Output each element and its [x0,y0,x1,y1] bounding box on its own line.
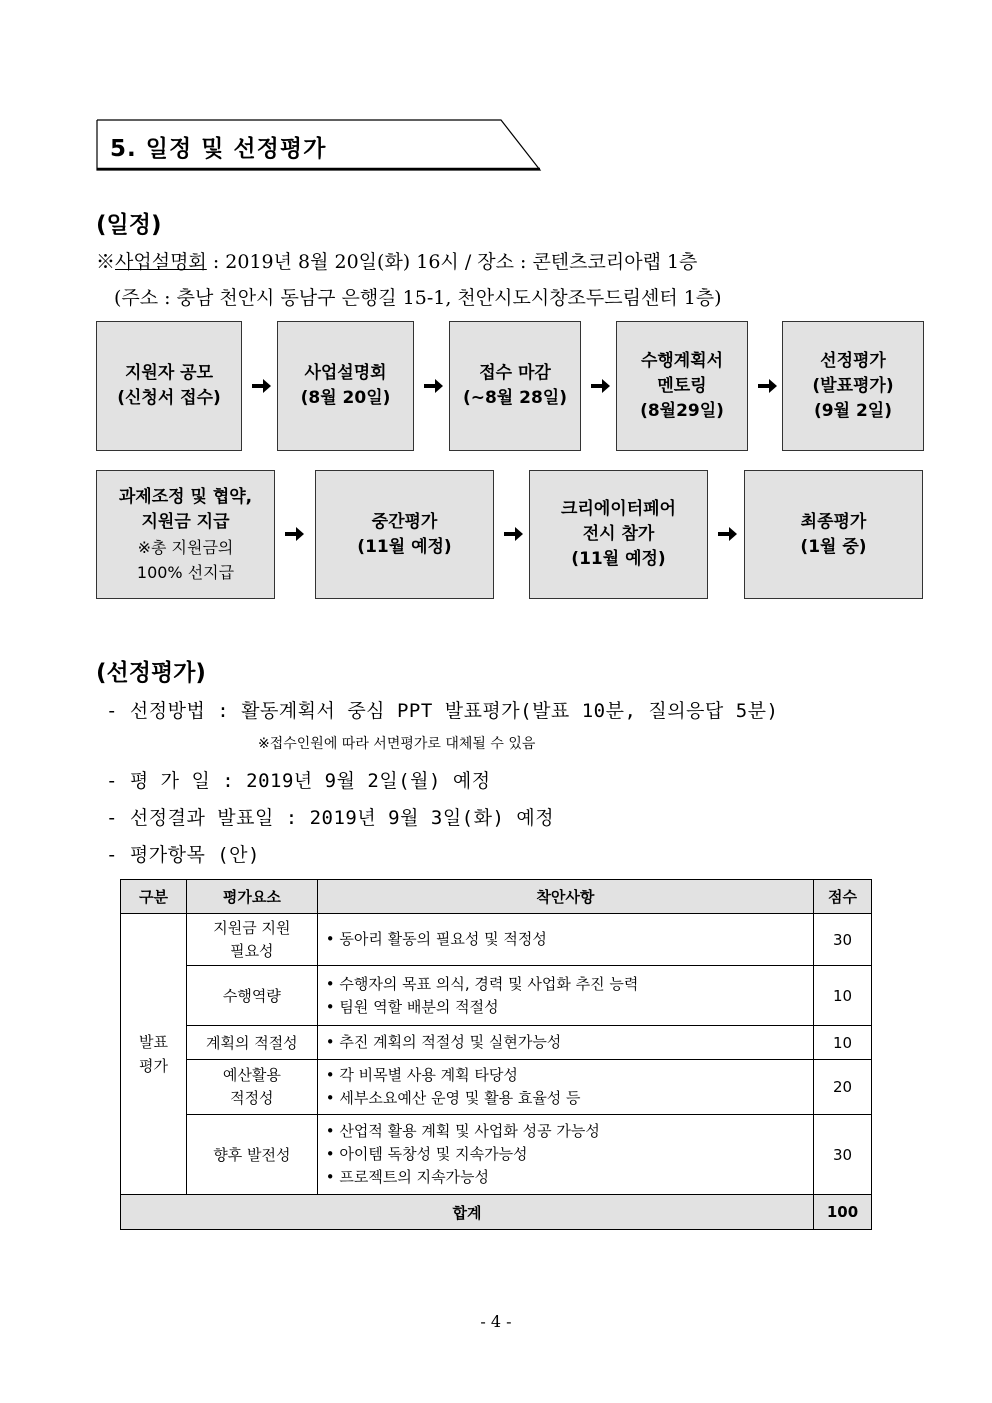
flow-step-text: 선정평가 [820,350,886,371]
flow-step-text: 과제조정 및 협약, [118,486,253,507]
flow-step-text: (신청서 접수) [117,388,221,408]
flow-step-agreement [96,470,275,599]
flow-step-note: 100% 선지급 [136,562,235,582]
flow-step-application [96,321,242,451]
flow-step-text: 접수 마감 [479,363,551,383]
flow-step-text: 최종평가 [800,511,867,532]
briefing-line [96,247,697,274]
category-cell: 발표 평가 [121,914,187,1195]
evaluation-items-title: - 평가항목 (안) [106,844,260,866]
result-date: - 선정결과 발표일 : 2019년 9월 3일(화) 예정 [106,807,555,829]
point-item: • 프로젝트의 지속가능성 [326,1166,813,1189]
section-heading [96,119,542,171]
flow-step-text: 전시 참가 [582,524,655,544]
element-cell: 지원금 지원 필요성 [186,914,317,966]
total-label: 합계 [121,1195,814,1230]
table-row [121,1115,872,1195]
points-cell [317,966,813,1026]
point-item: • 산업적 활용 계획 및 사업화 성공 가능성 [326,1120,813,1143]
flow-step-text: 지원금 지급 [141,511,230,532]
flow-step-creator-fair [529,470,708,599]
section-title: 5. 일정 및 선정평가 [110,136,327,162]
evaluation-date: - 평 가 일 : 2019년 9월 2일(월) 예정 [106,770,491,792]
points-cell [317,1115,813,1195]
page-number: - 4 - [480,1312,512,1331]
points-cell [317,914,813,966]
header-score: 점수 [814,880,872,914]
table-row [121,1060,872,1115]
table-total-row [121,1195,872,1230]
point-item: • 수행자의 목표 의식, 경력 및 사업화 추진 능력 [326,973,813,996]
table-row [121,966,872,1026]
briefing-label: 사업설명회 [115,251,207,273]
flow-step-evaluation [782,321,924,451]
arrow-right-icon [422,375,444,397]
selection-method: - 선정방법 : 활동계획서 중심 PPT 발표평가(발표 10분, 질의응답 5분) [106,700,779,722]
score-cell: 30 [814,1115,872,1195]
flow-step-text: (1월 중) [800,536,867,557]
flow-step-text: (~8월 28일) [462,388,568,408]
arrow-right-icon [250,375,272,397]
score-cell: 30 [814,914,872,966]
flow-step-text: (발표평가) [812,375,894,396]
element-cell: 수행역량 [186,966,317,1026]
flow-step-text: 수행계획서 [640,350,724,371]
schedule-heading: (일정) [96,212,162,238]
flow-step-final [744,470,923,599]
point-item: • 아이템 독창성 및 지속가능성 [326,1143,813,1166]
address-line: (주소 : 충남 천안시 동남구 은행길 15-1, 천안시도시창조두드림센터 1층) [114,287,722,309]
flow-step-text: 멘토링 [657,375,707,396]
flow-step-midterm [315,470,494,599]
element-cell: 계획의 적절성 [186,1026,317,1060]
flow-step-note: ※총 지원금의 [137,537,234,557]
flow-step-text: (8월 20일) [300,388,391,408]
score-cell: 10 [814,1026,872,1060]
total-score: 100 [814,1195,872,1230]
element-cell: 예산활용 적정성 [186,1060,317,1115]
flow-step-text: (8월29일) [640,400,724,421]
flow-step-text: 중간평가 [371,511,438,532]
flow-step-text: 지원자 공모 [124,363,214,383]
point-item: • 각 비목별 사용 계획 타당성 [326,1064,813,1087]
flow-step-text: 사업설명회 [304,363,387,383]
arrow-right-icon [756,375,778,397]
flow-step-mentoring [616,321,748,451]
point-item: • 추진 계획의 적절성 및 실현가능성 [326,1031,813,1054]
flow-step-text: (11월 예정) [357,536,452,557]
score-cell: 10 [814,966,872,1026]
flow-step-briefing [277,321,414,451]
selection-method-note: ※접수인원에 따라 서면평가로 대체될 수 있음 [258,736,536,752]
arrow-right-icon [502,523,524,545]
selection-heading: (선정평가) [96,660,206,686]
header-element: 평가요소 [186,880,317,914]
point-item: • 세부소요예산 운영 및 활용 효율성 등 [326,1087,813,1110]
score-cell: 20 [814,1060,872,1115]
element-cell: 향후 발전성 [186,1115,317,1195]
points-cell [317,1060,813,1115]
point-item: • 팀원 역할 배분의 적절성 [326,996,813,1019]
flow-step-deadline [449,321,581,451]
table-row [121,1026,872,1060]
arrow-right-icon [716,523,738,545]
table-header-row [121,880,872,914]
evaluation-table [120,879,872,1230]
briefing-detail: : 2019년 8월 20일(화) 16시 / 장소 : 콘텐츠코리아랩 1층 [206,251,698,273]
reference-mark: ※ [96,251,116,273]
header-category: 구분 [121,880,187,914]
header-points: 착안사항 [317,880,813,914]
point-item: • 동아리 활동의 필요성 및 적정성 [326,928,813,951]
arrow-right-icon [283,523,305,545]
arrow-right-icon [589,375,611,397]
flow-step-text: (11월 예정) [571,549,666,569]
table-row [121,914,872,966]
flow-step-text: 크리에이터페어 [561,499,676,519]
points-cell [317,1026,813,1060]
flow-step-text: (9월 2일) [814,400,892,421]
